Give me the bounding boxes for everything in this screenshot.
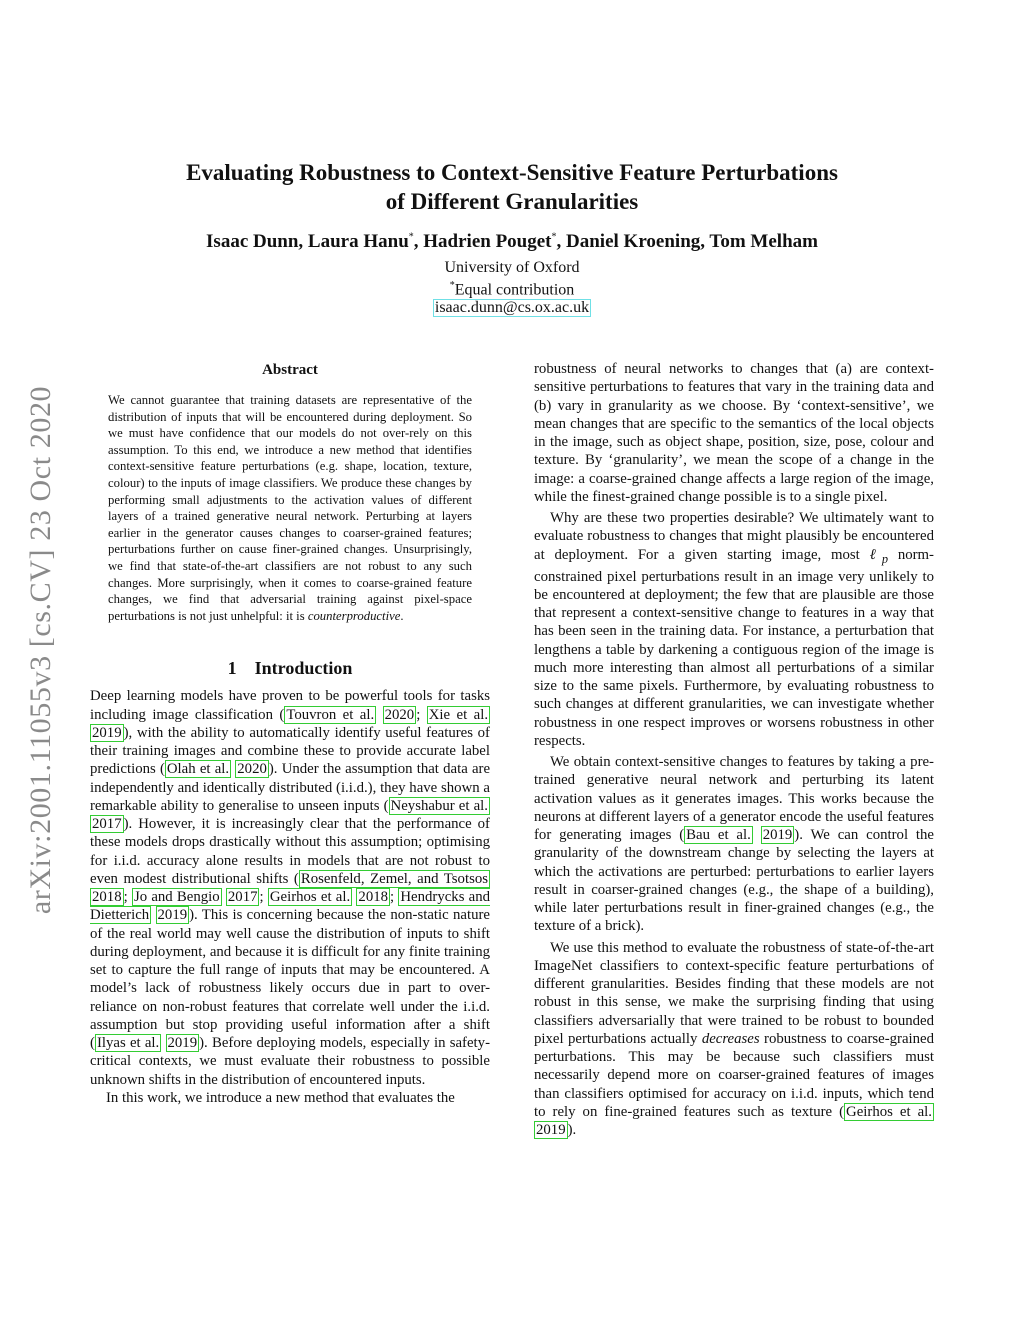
arxiv-identifier: arXiv:2001.11055v3 [cs.CV] 23 Oct 2020 (24, 385, 58, 915)
citation-year-link[interactable]: 2019 (167, 1035, 198, 1052)
paragraph-text: ; (416, 706, 427, 723)
paragraph-text: ). However, it is increasingly clear that the performance of these models drops drastically without this assumption; optimising for i.i.d. accuracy alone results in models that are not robust to even modest distributional shifts ( (90, 816, 490, 887)
paragraph-text: ; (390, 889, 399, 906)
paper-title (100, 158, 924, 216)
right-paragraph-4 (534, 939, 934, 1140)
citation-link[interactable]: Hendrycks and Dietterich (90, 889, 491, 924)
paragraph-text: ). Under the assumption that data are independently and identically distributed (i.i.d.), they have shown a remarkable ability to generalise to unseen inputs ( (90, 761, 491, 814)
right-paragraph-3 (534, 753, 934, 936)
emphasis-decreases: decreases (701, 1030, 760, 1047)
abstract-text (108, 392, 472, 624)
abstract-heading: Abstract (262, 362, 318, 378)
equal-contribution-mark: * (551, 231, 557, 243)
author-list (100, 231, 924, 253)
paragraph-text: We use this method to evaluate the robustness of state-of-the-art ImageNet classifiers to context-specific feature perturbations of different granularities. Besides finding that these models are not robust in this sense, we make the surprising finding that using classifiers adversarially that were trained to be robust to bounded pixel perturbations actually (534, 939, 934, 1047)
paragraph-text: ). (567, 1122, 577, 1139)
citation-link[interactable]: Olah et al. (166, 761, 230, 778)
section-title: Introduction (254, 658, 353, 679)
citation-link[interactable]: Touvron et al. (286, 706, 375, 723)
right-column (534, 360, 934, 1139)
citation-link[interactable]: Rosenfeld, Zemel, and Tsotsos (300, 870, 488, 887)
citation-year-link[interactable]: 2020 (237, 761, 267, 778)
citation-link[interactable]: Geirhos et al. (269, 889, 351, 906)
paragraph-text: robustness to coarse-grained perturbations. This may be because such classifiers must necessarily depend more on coarser-grained features of images than classifiers optimised for accuracy on i.i.d. inputs, which tend to rely on fine-grained features such as texture ( (534, 1030, 934, 1120)
paragraph-text: ; (259, 889, 268, 906)
paragraph-text: Deep learning models have proven to be powerful tools for tasks including image classification ( (90, 688, 490, 723)
citation-year-link[interactable]: 2019 (157, 907, 188, 924)
paragraph-text: ; (123, 889, 132, 906)
abstract-end: . (400, 608, 404, 623)
left-column (90, 362, 490, 1107)
citation-year-link[interactable]: 2020 (384, 706, 415, 723)
citation-link[interactable]: Geirhos et al. (846, 1103, 932, 1120)
paragraph-text: norm-constrained pixel perturbations result in an image very unlikely to be encountered at deployment; the few that are plausible are those that represent a context-sensitive change to features in a way that has been seen in the training data. For instance, a perturbation that lengthens a table by darkening a contiguous region of the image is much more interesting than almost all perturbations of a similar size to the same pixels. Furthermore, by evaluating robustness to such changes at different granularities, we can investigate whether robustness in one respect improves or worsens robustness in other respects. (534, 546, 934, 749)
right-paragraph-2 (534, 509, 934, 750)
equal-contribution-note (100, 277, 924, 299)
paragraph-text: ). We can control the granularity of the downstream change by selecting the layers at which the activations are perturbed: perturbations to earlier layers result in coarser-grained changes (e.g., the shape of a building), while later perturbations result in finer-grained changes (e.g., the texture of a brick). (534, 827, 935, 935)
intro-paragraph-1 (90, 687, 490, 1089)
citation-year-link[interactable]: 2017 (92, 816, 122, 833)
citation-year-link[interactable]: 2019 (762, 827, 793, 844)
citation-link[interactable]: Bau et al. (686, 827, 751, 844)
affiliation-block (100, 259, 924, 317)
math-ell: ℓ (869, 546, 882, 563)
title-line-1: Evaluating Robustness to Context-Sensitive Feature Perturbations (186, 160, 838, 185)
section-number: 1 (227, 658, 237, 679)
abstract-emphasis: counterproductive (307, 608, 401, 623)
citation-year-link[interactable]: 2019 (92, 724, 122, 741)
email-link[interactable]: isaac.dunn@cs.ox.ac.uk (434, 299, 590, 317)
equal-contribution-mark: * (408, 231, 414, 243)
citation-year-link[interactable]: 2017 (227, 889, 258, 906)
citation-link[interactable]: Xie et al. (428, 706, 489, 723)
section-heading-introduction (90, 658, 490, 679)
intro-paragraph-2: In this work, we introduce a new method that evaluates the (106, 1089, 455, 1106)
title-line-2: of Different Granularities (385, 189, 639, 214)
paragraph-text: ). Before deploying models, especially in safety-critical contexts, we must evaluate their robustness to possible unknown shifts in the distribution of encountered inputs. (90, 1035, 490, 1088)
paragraph-text: We obtain context-sensitive changes to features by taking a pre-trained generative neural network and perturbing its latent activation values as it generates images. This works because the neurons at different layers of a generator encode the useful features for generating images ( (534, 754, 934, 844)
arxiv-sidebar-stamp (24, 355, 58, 945)
author-name: , Hadrien Pouget (413, 231, 552, 252)
citation-link[interactable]: Neyshabur et al. (390, 797, 488, 814)
citation-year-link[interactable]: 2018 (92, 889, 122, 906)
abstract-section (90, 362, 490, 624)
math-subscript-p: p (881, 551, 889, 566)
citation-year-link[interactable]: 2018 (358, 889, 389, 906)
citation-year-link[interactable]: 2019 (536, 1122, 566, 1139)
citation-link[interactable]: Ilyas et al. (96, 1035, 160, 1052)
equal-contribution-text: Equal contribution (454, 281, 575, 299)
author-name: Isaac Dunn, Laura Hanu (206, 231, 409, 252)
paragraph-text: ). This is concerning because the non-static nature of the real world may well cause the distribution of inputs to shift during deployment, and because it is difficult for any finite training set to capture the full range of inputs that may be encountered. A model’s lack of robustness likely occurs due in part to over-reliance on non-robust features that correlate well under the i.i.d. assumption but stop providing useful information after a shift ( (90, 907, 490, 1052)
equal-contribution-mark: * (449, 280, 455, 291)
paragraph-text: ), with the ability to automatically identify useful features of their training images and combine these to provide accurate label predictions ( (90, 724, 490, 778)
author-name: , Daniel Kroening, Tom Melham (556, 231, 818, 252)
right-paragraph-1: robustness of neural networks to changes that (a) are context-sensitive perturbations to features that vary in the training data and (b) vary in granularity as we choose. By ‘context-sensitive’, we mean changes that are specific to the semantics of the local objects in the image, such as object shape, position, size, pose, colour and texture. By ‘granularity’, we mean the scope of a change in the image: a coarse-grained change affects a large region of the image, while the finest-grained change possible is to a single pixel. (534, 361, 934, 505)
abstract-body: We cannot guarantee that training datasets are representative of the distribution of inputs that will be encountered during deployment. So we must have confidence that our models do not over-rely on this assumption. To this end, we introduce a new method that identifies context-sensitive feature perturbations (e.g. shape, location, texture, colour) to the inputs of image classifiers. We produce these changes by performing small adjustments to the activation values of different layers of a trained generative neural network. Perturbing at layers earlier in the generator causes changes to coarser-grained features; perturbations further on cause finer-grained changes. Unsurprisingly, we find that state-of-the-art classifiers are not robust to any such changes. More surprisingly, when it comes to coarse-grained feature changes, we find that adversarial training against pixel-space perturbations is not just unhelpful: it is (108, 393, 472, 623)
citation-link[interactable]: Jo and Bengio (133, 889, 220, 906)
affiliation: University of Oxford (444, 259, 580, 276)
paragraph-text: Why are these two properties desirable? We ultimately want to evaluate robustness to changes that might plausibly be encountered at deployment. For a given starting image, most (534, 510, 934, 563)
